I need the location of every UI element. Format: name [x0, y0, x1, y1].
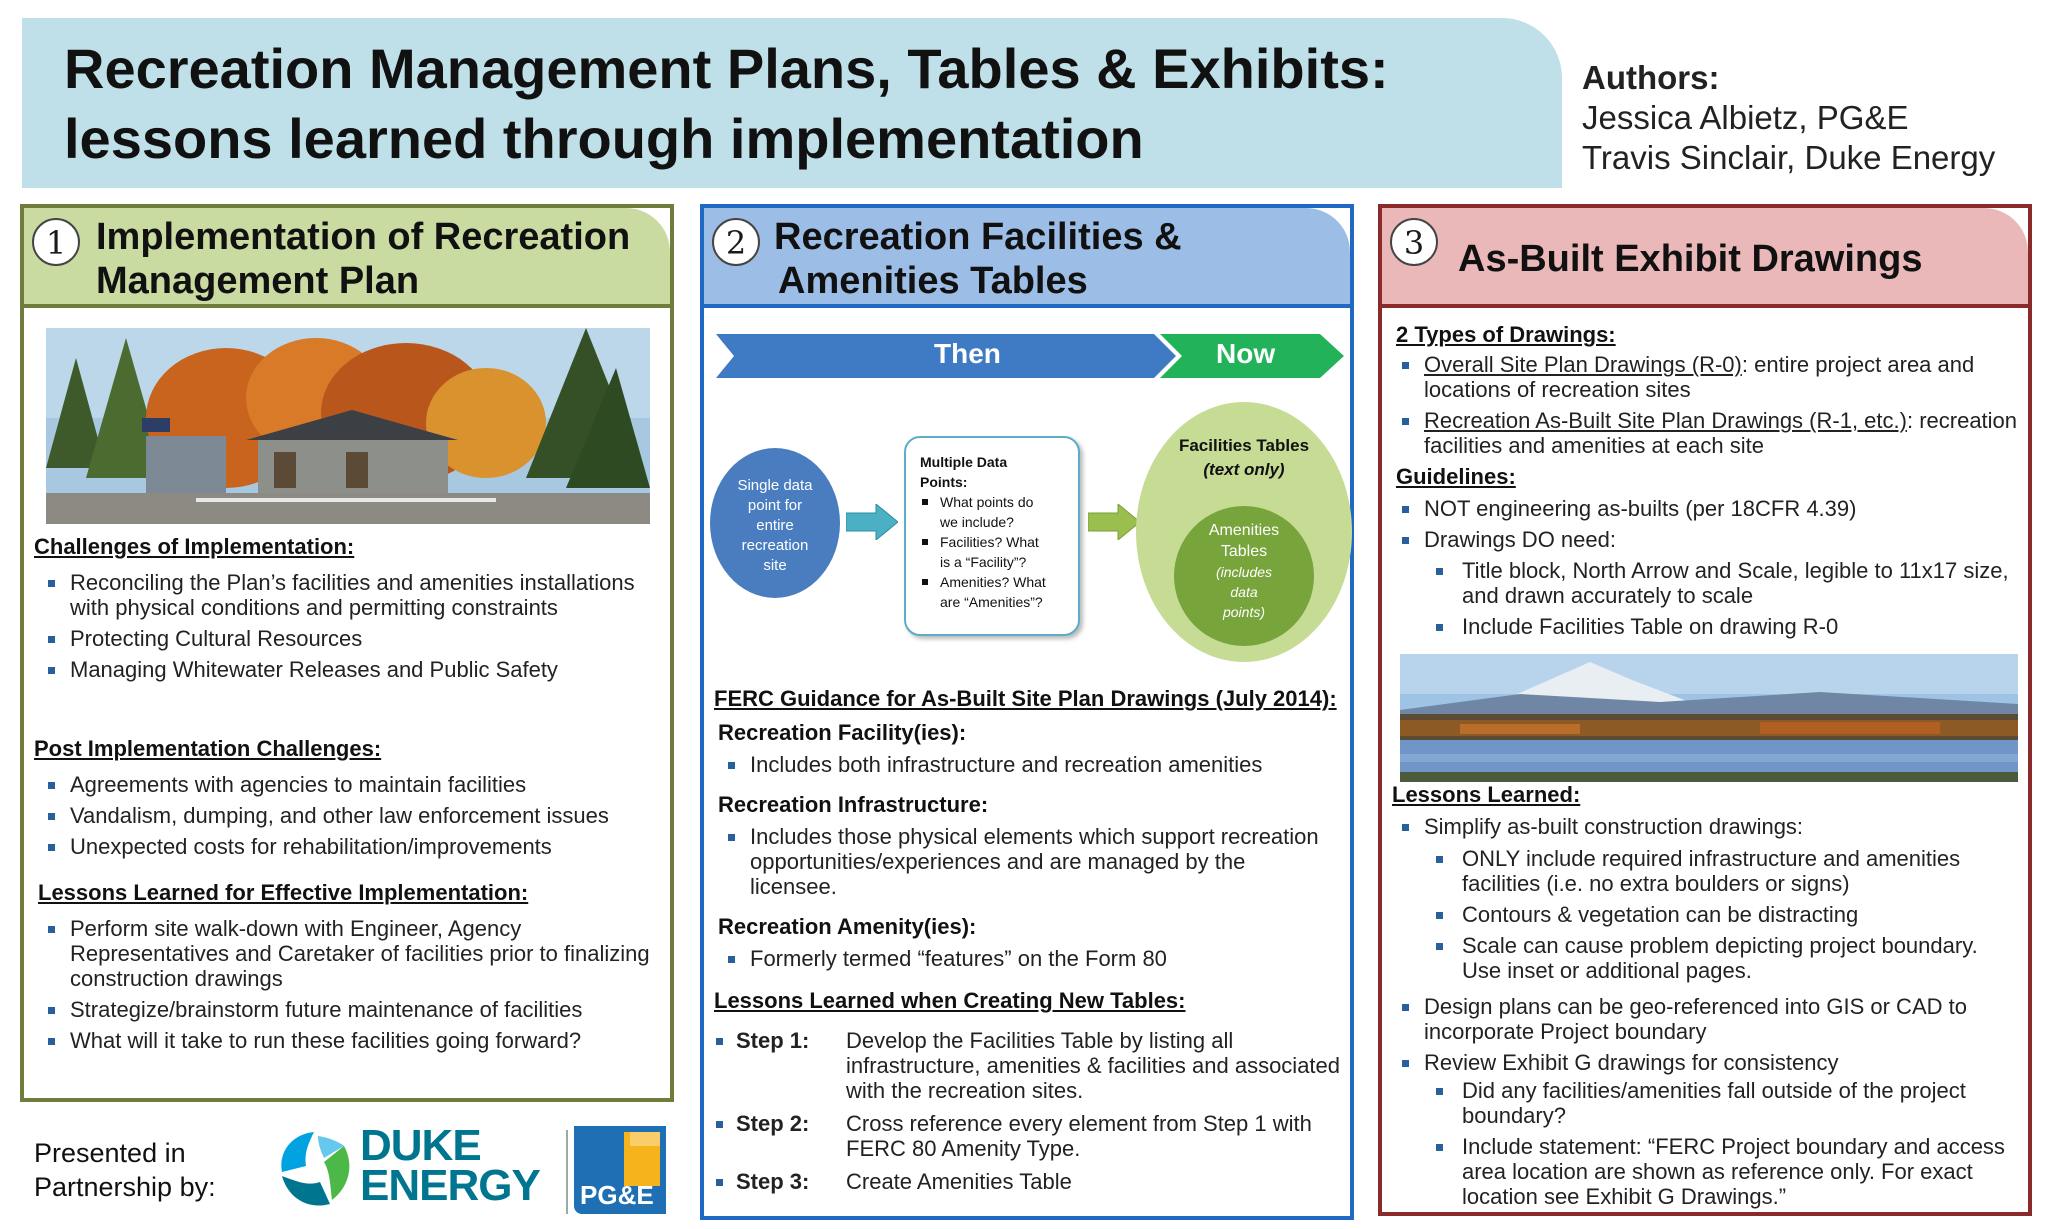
authors-block	[1582, 58, 1995, 178]
step-label: Step 3:	[714, 1169, 846, 1194]
panel-3-lessons-sublist-2	[1388, 1078, 2018, 1215]
step-text: Cross reference every element from Step 1 with FERC 80 Amenity Type.	[846, 1111, 1312, 1161]
box-item-line: Amenities? What	[940, 574, 1046, 590]
facility-list	[714, 752, 1344, 783]
tables-lessons-heading: Lessons Learned when Creating New Tables:	[714, 988, 1186, 1013]
lessons-heading: Lessons Learned for Effective Implementation:	[38, 880, 529, 905]
list-item: Contours & vegetation can be distracting	[1388, 902, 2018, 927]
amenity-label: Recreation Amenity(ies):	[718, 914, 977, 939]
panel-3-lessons-sublist-1	[1388, 846, 2018, 989]
bullet-icon	[922, 579, 928, 585]
step-label: Step 1:	[714, 1028, 846, 1103]
infrastructure-label: Recreation Infrastructure:	[718, 792, 989, 817]
circle-text: Single data	[737, 477, 813, 494]
panel-3-lessons-list-2	[1388, 994, 2018, 1081]
panel-2-title-line-2: Amenities Tables	[778, 260, 1088, 302]
list-item: Review Exhibit G drawings for consistency	[1388, 1050, 2018, 1075]
list-item: Include statement: “FERC Project boundary and access area location are shown as reference only. For exact location see Exhibit G Drawings.”	[1388, 1134, 2018, 1209]
pge-logo	[574, 1126, 666, 1214]
guidelines-heading: Guidelines:	[1396, 464, 1516, 489]
amenities-italic-text: points)	[1222, 604, 1266, 620]
panel-implementation	[20, 204, 674, 1102]
drawing-type-desc: : entire project area and locations of recreation sites	[1424, 352, 1975, 402]
landscape-photo	[1400, 654, 2018, 782]
facilities-tables-title	[1136, 434, 1352, 482]
list-item: Formerly termed “features” on the Form 80	[714, 946, 1344, 971]
step-row	[714, 1169, 1344, 1194]
challenges-list	[34, 570, 654, 688]
facilities-title-line-2: (text only)	[1203, 460, 1285, 479]
list-item: Agreements with agencies to maintain facilities	[34, 772, 654, 797]
bullet-icon	[922, 539, 928, 545]
multiple-data-box	[904, 436, 1080, 636]
amenity-list	[714, 946, 1344, 977]
arrow-right-icon	[1088, 504, 1140, 540]
panel-2-title-line-1: Recreation Facilities &	[774, 216, 1182, 258]
list-item: Design plans can be geo-referenced into GIS or CAD to incorporate Project boundary	[1388, 994, 2018, 1044]
box-item-line: is a “Facility”?	[940, 554, 1027, 570]
box-item	[920, 532, 1068, 572]
single-data-circle	[710, 448, 840, 598]
panel-1-title-line-1: Implementation of Recreation	[96, 216, 631, 258]
list-item: Managing Whitewater Releases and Public Safety	[34, 657, 654, 682]
amenities-text: Amenities	[1208, 522, 1280, 539]
step-text: Develop the Facilities Table by listing all infrastructure, amenities & facilities and associated with the recreation sites.	[846, 1028, 1341, 1103]
step-label: Step 2:	[714, 1111, 846, 1161]
panel-3-lessons-heading: Lessons Learned:	[1392, 782, 1581, 807]
box-heading-2: Points:	[920, 474, 968, 490]
facility-label: Recreation Facility(ies):	[718, 720, 967, 745]
duke-energy-logo-icon	[272, 1128, 356, 1212]
box-heading-1: Multiple Data	[920, 454, 1008, 470]
drawing-types-heading: 2 Types of Drawings:	[1396, 322, 1616, 347]
partnership-label-line-1: Presented in	[34, 1138, 186, 1168]
amenities-italic-text: (includes	[1215, 564, 1273, 580]
drawing-type-name: Recreation As-Built Site Plan Drawings (R-1, etc.)	[1424, 408, 1907, 433]
amenities-text: Tables	[1220, 543, 1268, 560]
circle-text: point for	[747, 497, 803, 514]
duke-energy-wordmark	[360, 1121, 540, 1210]
step-row	[714, 1111, 1344, 1161]
logo-divider	[566, 1130, 568, 1214]
panel-3-number: 3	[1390, 218, 1438, 266]
list-item: Drawings DO need:	[1388, 527, 2018, 552]
box-item	[920, 572, 1068, 612]
list-item: Scale can cause problem depicting project boundary. Use inset or additional pages.	[1388, 933, 2018, 983]
guidelines-list	[1388, 496, 2018, 558]
steps-list	[714, 1028, 1344, 1202]
infrastructure-list	[714, 824, 1334, 905]
list-item: Did any facilities/amenities fall outside of the project boundary?	[1388, 1078, 2018, 1128]
panel-1-number: 1	[32, 218, 80, 266]
box-item-line: are “Amenities”?	[940, 594, 1043, 610]
author-1: Jessica Albietz, PG&E	[1582, 99, 1909, 136]
pge-wordmark: PG&E	[580, 1180, 654, 1210]
list-item: Includes those physical elements which support recreation opportunities/experiences and are managed by the licensee.	[714, 824, 1334, 899]
list-item: Protecting Cultural Resources	[34, 626, 654, 651]
list-item: NOT engineering as-builts (per 18CFR 4.39)	[1388, 496, 2018, 521]
panel-3-title: As-Built Exhibit Drawings	[1458, 238, 1923, 280]
circle-text: entire	[756, 517, 794, 534]
post-challenges-list	[34, 772, 654, 865]
poster-title-line-2: lessons learned through implementation	[64, 107, 1144, 170]
list-item: Unexpected costs for rehabilitation/improvements	[34, 834, 654, 859]
list-item: Include Facilities Table on drawing R-0	[1388, 614, 2018, 639]
then-label: Then	[934, 338, 1001, 369]
step-text: Create Amenities Table	[846, 1169, 1072, 1194]
author-2: Travis Sinclair, Duke Energy	[1582, 139, 1996, 176]
drawing-type-desc: : recreation facilities and amenities at each site	[1424, 408, 2018, 458]
list-item: Perform site walk-down with Engineer, Agency Representatives and Caretaker of facilities prior to finalizing construction drawings	[34, 916, 664, 991]
list-item: Simplify as-built construction drawings:	[1388, 814, 2018, 839]
box-item	[920, 492, 1068, 532]
amenities-italic-text: data	[1230, 584, 1258, 600]
panel-1-title-line-2: Management Plan	[96, 260, 420, 302]
box-item-line: What points do	[940, 494, 1034, 510]
arrow-right-icon	[846, 504, 898, 540]
partnership-label	[34, 1136, 216, 1204]
step-row	[714, 1028, 1344, 1103]
list-item: Reconciling the Plan’s facilities and amenities installations with physical conditions and permitting constraints	[34, 570, 654, 620]
panel-2-number: 2	[712, 218, 760, 266]
circle-text: recreation	[741, 537, 809, 554]
duke-wordmark-line-1: DUKE	[360, 1121, 481, 1170]
restroom-photo	[46, 328, 650, 524]
circle-text: site	[763, 557, 787, 574]
challenges-heading: Challenges of Implementation:	[34, 534, 355, 559]
lessons-list	[34, 916, 664, 1059]
panel-tables	[700, 204, 1354, 1220]
poster-title-line-1: Recreation Management Plans, Tables & Exhibits:	[64, 37, 1389, 100]
list-item: Title block, North Arrow and Scale, legible to 11x17 size, and drawn accurately to scale	[1388, 558, 2018, 608]
partnership-label-line-2: Partnership by:	[34, 1172, 216, 1202]
box-item-line: Facilities? What	[940, 534, 1039, 550]
list-item: Vandalism, dumping, and other law enforcement issues	[34, 803, 654, 828]
panel-exhibits	[1378, 204, 2032, 1216]
panel-3-lessons-list	[1388, 814, 2018, 845]
duke-wordmark-line-2: ENERGY	[360, 1161, 540, 1210]
list-item: Includes both infrastructure and recreation amenities	[714, 752, 1344, 777]
drawing-type-name: Overall Site Plan Drawings (R-0)	[1424, 352, 1742, 377]
now-label: Now	[1216, 338, 1276, 369]
guidelines-sublist	[1388, 558, 2018, 645]
list-item: What will it take to run these facilities going forward?	[34, 1028, 664, 1053]
facilities-title-line-1: Facilities Tables	[1178, 436, 1310, 455]
list-item	[1388, 352, 2018, 402]
amenities-tables-circle	[1174, 506, 1314, 646]
authors-label: Authors:	[1582, 59, 1720, 96]
post-challenges-heading: Post Implementation Challenges:	[34, 736, 382, 761]
drawing-types-list	[1388, 352, 2018, 464]
list-item: Strategize/brainstorm future maintenance of facilities	[34, 997, 664, 1022]
box-item-line: we include?	[940, 514, 1014, 530]
list-item: ONLY include required infrastructure and amenities facilities (i.e. no extra boulders or signs)	[1388, 846, 2018, 896]
ferc-guidance-heading: FERC Guidance for As-Built Site Plan Drawings (July 2014):	[714, 686, 1337, 711]
list-item	[1388, 408, 2018, 458]
bullet-icon	[922, 499, 928, 505]
